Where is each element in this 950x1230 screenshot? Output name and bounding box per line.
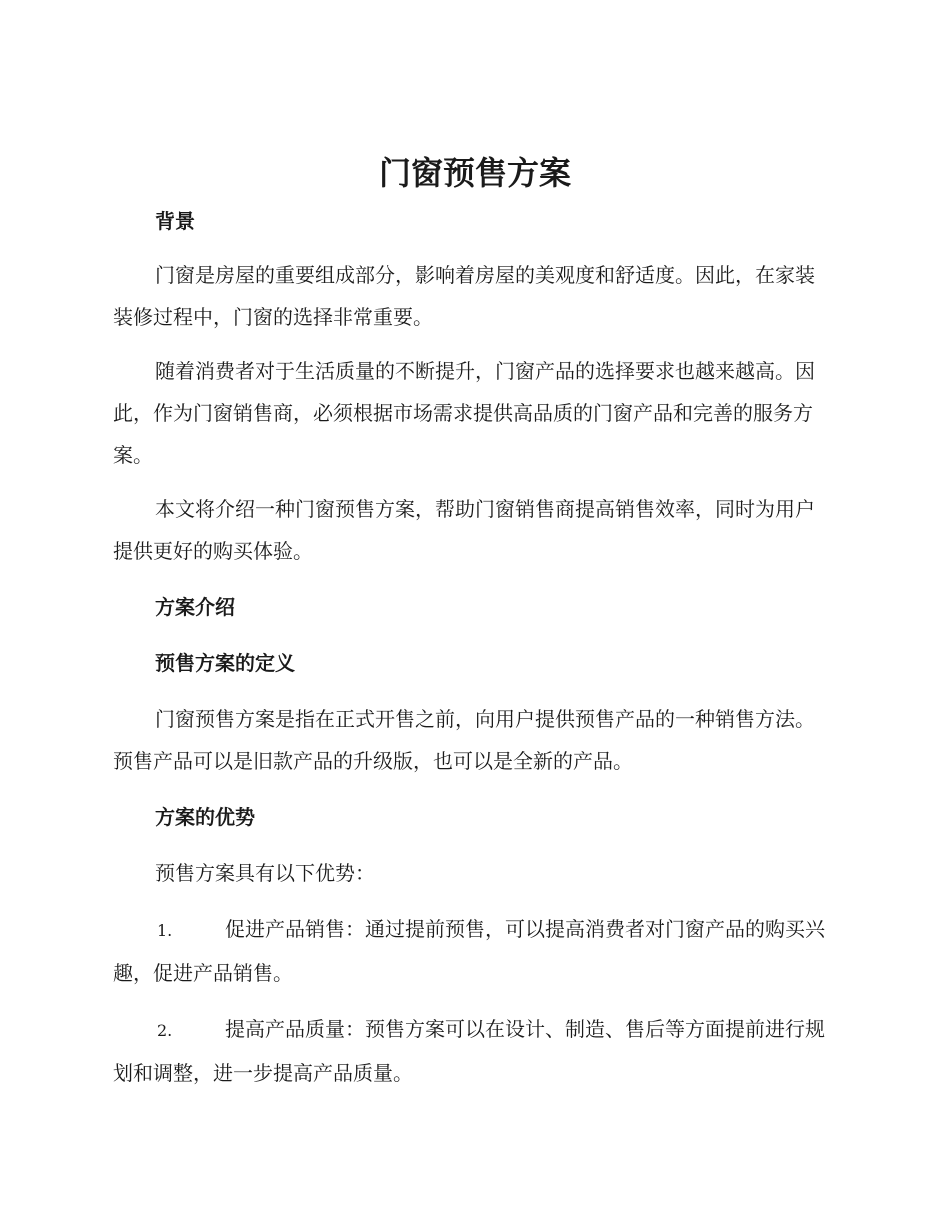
document-title: 门窗预售方案 bbox=[378, 154, 571, 192]
paragraph-background-1: 门窗是房屋的重要组成部分，影响着房屋的美观度和舒适度。因此，在家装装修过程中，门窗的选择非常重要。 bbox=[113, 263, 815, 329]
list-item-text: 提高产品质量：预售方案可以在设计、制造、售后等方面提前进行规划和调整，进一步提高产品质量。 bbox=[113, 1017, 825, 1085]
document-body bbox=[113, 200, 833, 1094]
subsection-heading-definition: 预售方案的定义 bbox=[155, 651, 295, 675]
list-item bbox=[113, 1008, 833, 1094]
list-item-number: 1. bbox=[157, 921, 173, 940]
list-item-text: 促进产品销售：通过提前预售，可以提高消费者对门窗产品的购买兴趣，促进产品销售。 bbox=[113, 917, 825, 985]
paragraph-advantages-intro: 预售方案具有以下优势： bbox=[155, 861, 375, 885]
list-item-number: 2. bbox=[157, 1021, 173, 1040]
section-heading-intro: 方案介绍 bbox=[155, 595, 235, 619]
section-heading-background: 背景 bbox=[155, 209, 195, 233]
subsection-heading-advantages: 方案的优势 bbox=[155, 805, 255, 829]
paragraph-definition: 门窗预售方案是指在正式开售之前，向用户提供预售产品的一种销售方法。预售产品可以是旧款产品的升级版，也可以是全新的产品。 bbox=[113, 707, 815, 773]
paragraph-background-2: 随着消费者对于生活质量的不断提升，门窗产品的选择要求也越来越高。因此，作为门窗销售商，必须根据市场需求提供高品质的门窗产品和完善的服务方案。 bbox=[113, 359, 815, 467]
list-item bbox=[113, 908, 833, 994]
paragraph-background-3: 本文将介绍一种门窗预售方案，帮助门窗销售商提高销售效率，同时为用户提供更好的购买体验。 bbox=[113, 497, 815, 563]
